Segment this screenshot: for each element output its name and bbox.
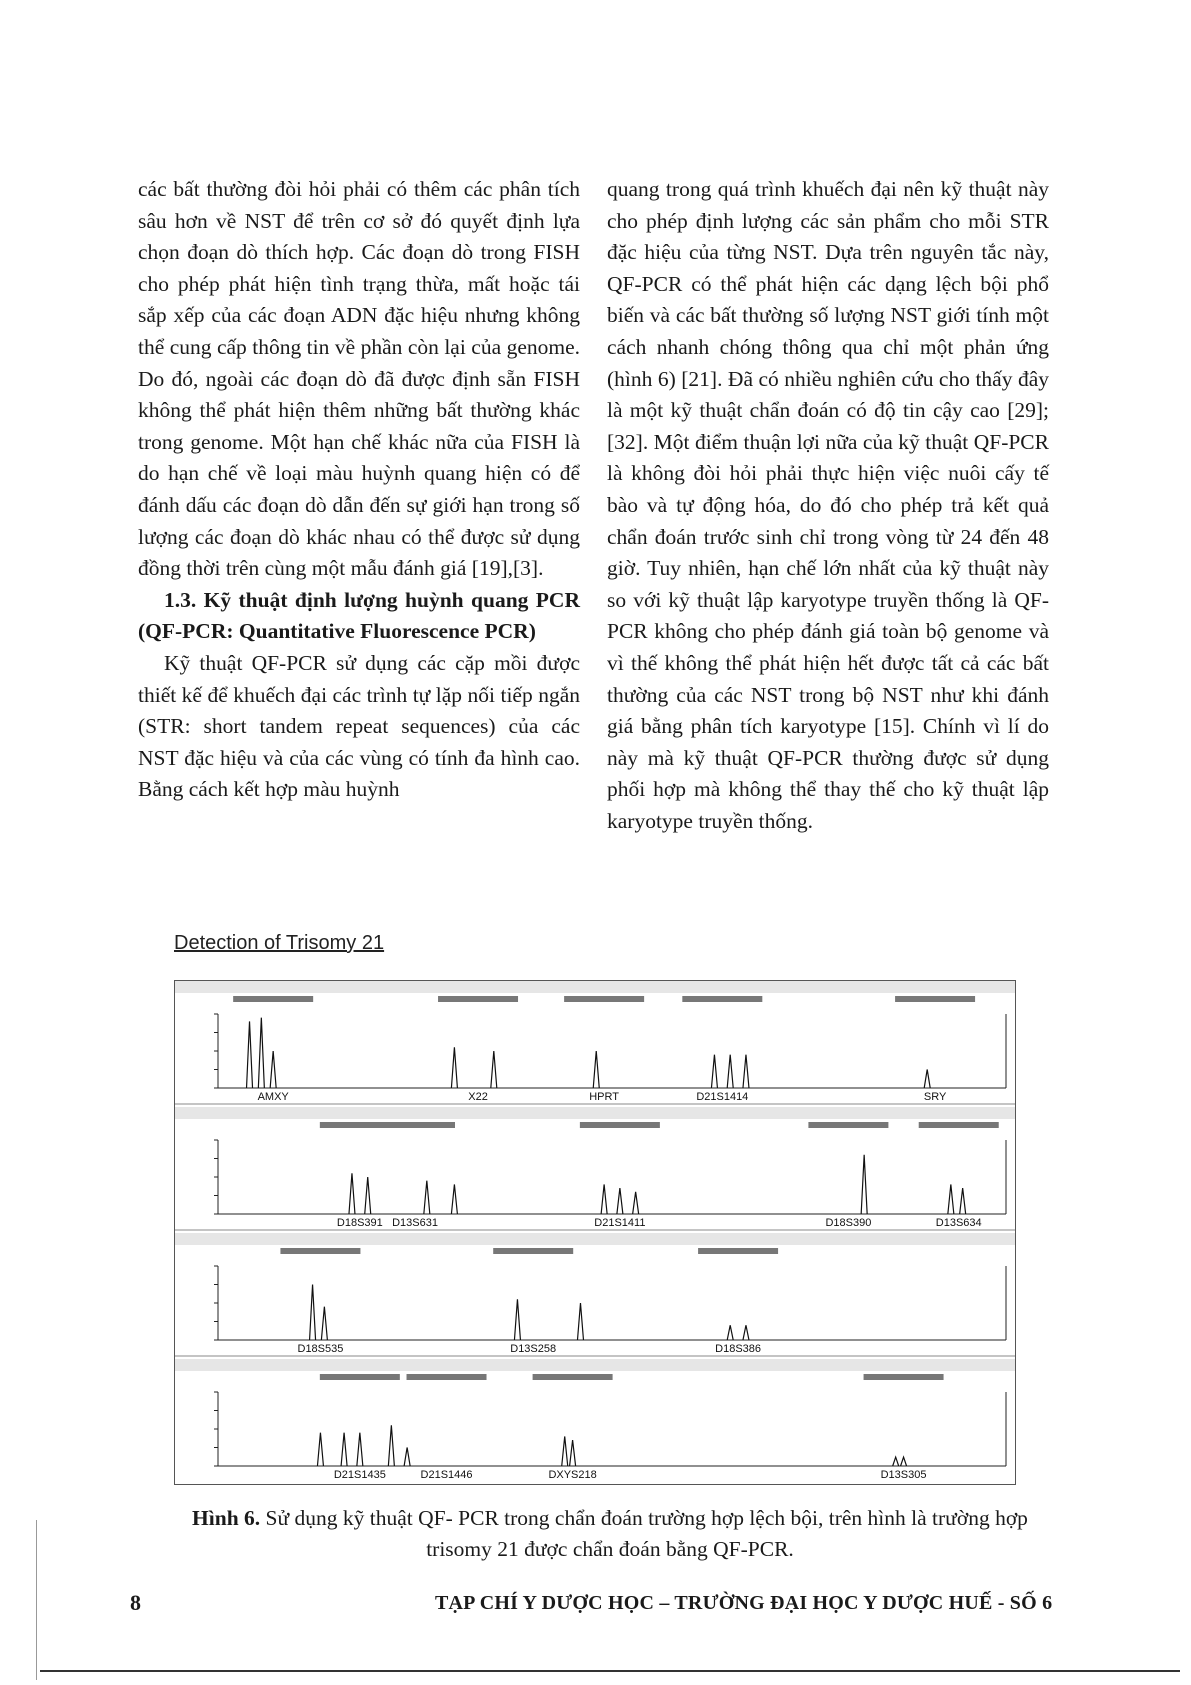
scan-border-line [40,1670,1180,1672]
chromatogram-peak [357,1433,363,1466]
marker-label: D18S386 [715,1343,762,1355]
caption-label: Hình 6. [192,1506,261,1530]
journal-footer: TẠP CHÍ Y DƯỢC HỌC – TRƯỜNG ĐẠI HỌC Y DƯỢC HUẾ - SỐ 6 [435,1592,1053,1614]
right-column [607,174,1049,837]
panel-header-band [175,1107,1015,1119]
chromatogram-peak [861,1155,867,1214]
marker-label: D13S631 [392,1217,438,1229]
chromatogram-peak [424,1181,430,1214]
marker-label: D18S390 [825,1217,872,1229]
right-paragraph-1: quang trong quá trình khuếch đại nên kỹ thuật này cho phép định lượng các sản phẩm cho mỗi STR đặc hiệu của từng NST. Dựa trên nguyên tắc này, QF-PCR có thể phát hiện các dạng lệch bội phổ biến và các bất thường số lượng NST giới tính một cách nhanh chóng thông qua chỉ một phản ứng (hình 6) [21]. Đã có nhiều nghiên cứu cho thấy đây là một kỹ thuật chẩn đoán có độ tin cậy cao [29]; [32]. Một điểm thuận lợi nữa của kỹ thuật QF-PCR là không đòi hỏi phải thực hiện việc nuôi cấy tế bào và tự động hóa, do đó cho phép trả kết quả chẩn đoán trước sinh chỉ trong vòng từ 24 đến 48 giờ. Tuy nhiên, hạn chế lớn nhất của kỹ thuật này so với kỹ thuật lập karyotype truyền thống là QF-PCR không cho phép đánh giá toàn bộ genome và vì thế không thể phát hiện hết được tất cả các bất thường của các NST trong bộ NST như khi đánh giá bằng phân tích karyotype [15]. Chính vì lí do này mà kỹ thuật QF-PCR thường được sử dụng phối hợp mà không thể thay thế cho kỹ thuật lập karyotype truyền thống. [607,177,1049,833]
marker-range-bar [493,1248,573,1254]
chromatogram-peak [743,1325,749,1340]
chromatogram-peak [388,1425,394,1466]
figure-frame [175,981,1016,1485]
marker-label: D21S1411 [594,1217,646,1229]
left-paragraph-1: các bất thường đòi hỏi phải có thêm các phân tích sâu hơn về NST để trên cơ sở đó quyết định lựa chọn đoạn dò thích hợp. Các đoạn dò trong FISH cho phép phát hiện tình trạng thừa, mất hoặc tái sắp xếp của các đoạn ADN đặc hiệu nhưng không thể cung cấp thông tin về phần còn lại của genome. Do đó, ngoài các đoạn dò đã được định sẵn FISH không thể phát hiện thêm những bất thường khác trong genome. Một hạn chế khác nữa của FISH là do hạn chế về loại màu huỳnh quang hiện có để đánh dấu các đoạn dò dẫn đến sự giới hạn trong số lượng các đoạn dò khác nhau có thể được sử dụng đồng thời trên cùng một mẫu đánh giá [19],[3]. [138,177,580,581]
marker-range-bar [580,1122,660,1128]
marker-label: D21S1414 [696,1091,749,1103]
chromatogram-peak [901,1457,907,1466]
marker-range-bar [698,1248,778,1254]
chromatogram-peak [310,1285,316,1341]
figure-caption [160,1503,1060,1565]
chromatogram-peak [633,1192,639,1214]
chromatogram-peak [617,1188,623,1214]
electropherogram-figure [174,980,1016,1485]
marker-label: AMXY [257,1091,289,1103]
chromatogram-peak [577,1303,583,1340]
chromatogram-peak [711,1055,717,1088]
chromatogram-peak [365,1177,371,1214]
marker-range-bar [375,1122,455,1128]
marker-label: D13S305 [880,1469,927,1481]
chromatogram-peak [451,1047,457,1088]
page-number: 8 [130,1590,141,1615]
chromatogram-peak [258,1018,264,1088]
chromatogram-peak [601,1184,607,1214]
panel-header-band [175,981,1015,993]
marker-range-bar [682,996,762,1002]
marker-range-bar [407,1374,487,1380]
marker-range-bar [808,1122,888,1128]
marker-range-bar [280,1248,360,1254]
chromatogram-peak [727,1055,733,1088]
left-paragraph-2: Kỹ thuật QF-PCR sử dụng các cặp mồi được thiết kế để khuếch đại các trình tự lặp nối tiếp ngắn (STR: short tandem repeat sequences) của các NST đặc hiệu và của các vùng có tính đa hình cao. Bằng cách kết hợp màu huỳnh [138,650,580,802]
panel-header-band [175,1233,1015,1245]
caption-text: Sử dụng kỹ thuật QF- PCR trong chẩn đoán trường hợp lệch bội, trên hình là trường hợp trisomy 21 được chẩn đoán bằng QF-PCR. [260,1506,1028,1561]
marker-label: D18S391 [336,1217,383,1229]
chromatogram-peak [317,1433,323,1466]
chromatogram-peak [727,1325,733,1340]
chromatogram-peak [924,1070,930,1089]
scan-border-line [36,1520,37,1680]
chromatogram-peak [743,1055,749,1088]
chromatogram-peak [491,1051,497,1088]
chromatogram-peak [270,1051,276,1088]
marker-label: D21S1435 [333,1469,386,1481]
chromatogram-peak [341,1433,347,1466]
marker-label: D21S1446 [420,1469,473,1481]
marker-label: HPRT [589,1091,619,1103]
marker-range-bar [564,996,644,1002]
marker-range-bar [864,1374,944,1380]
marker-range-bar [233,996,313,1002]
section-heading: 1.3. Kỹ thuật định lượng huỳnh quang PCR (QF-PCR: Quantitative Fluorescence PCR) [138,587,580,644]
marker-range-bar [919,1122,999,1128]
marker-range-bar [533,1374,613,1380]
chromatogram-peak [349,1173,355,1214]
marker-label: DXYS218 [548,1469,597,1481]
chromatogram-peak [593,1051,599,1088]
panel-header-band [175,1359,1015,1371]
marker-label: D13S258 [510,1343,557,1355]
marker-range-bar [895,996,975,1002]
marker-label: SRY [923,1091,947,1103]
figure-title: Detection of Trisomy 21 [174,932,385,954]
left-column [138,174,580,806]
marker-range-bar [438,996,518,1002]
chromatogram-peak [562,1436,568,1466]
chromatogram-peak [570,1440,576,1466]
marker-range-bar [320,1374,400,1380]
chromatogram-peak [893,1457,899,1466]
chromatogram-peak [321,1307,327,1340]
marker-label: D18S535 [297,1343,344,1355]
chromatogram-peak [514,1299,520,1340]
chromatogram-peak [948,1184,954,1214]
marker-label: X22 [468,1091,488,1103]
chromatogram-peak [247,1021,253,1088]
chromatogram-peak [960,1188,966,1214]
chromatogram-peak [451,1184,457,1214]
chromatogram-peak [404,1448,410,1467]
marker-label: D13S634 [935,1217,982,1229]
